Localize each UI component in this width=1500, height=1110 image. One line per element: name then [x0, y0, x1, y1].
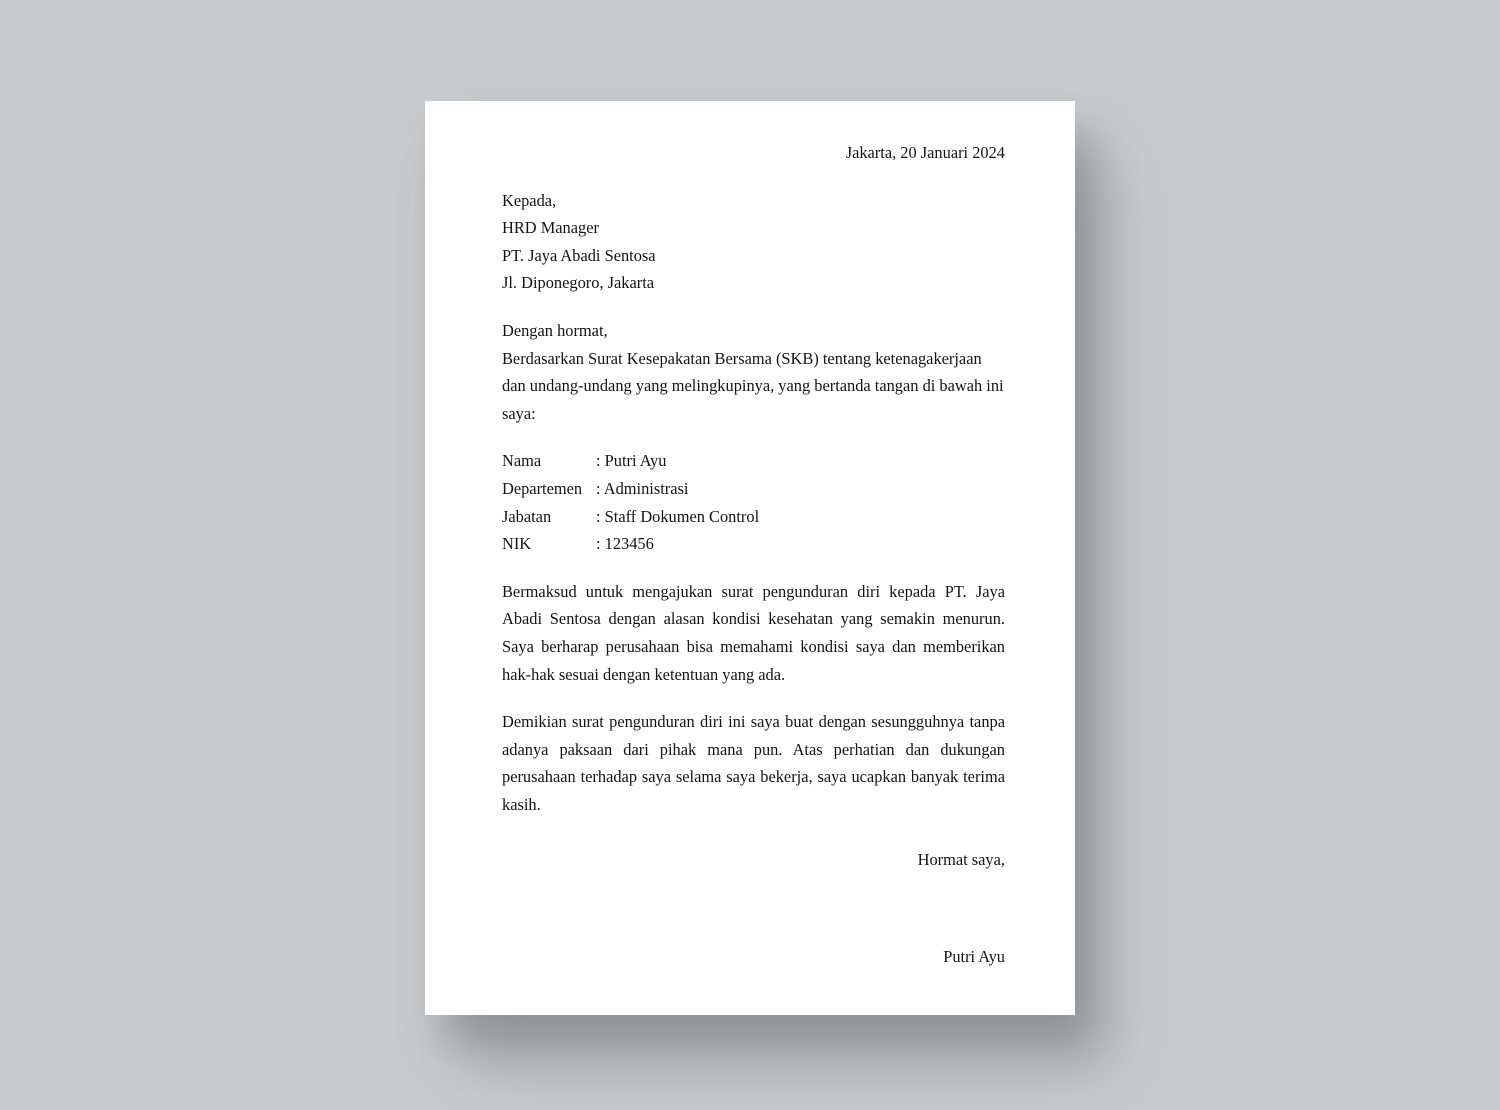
identity-label: Nama — [502, 451, 542, 471]
greeting: Dengan hormat, — [502, 320, 608, 340]
opening-block — [502, 317, 1005, 427]
identity-label: NIK — [502, 534, 532, 554]
identity-value: : Putri Ayu — [596, 451, 667, 471]
body-paragraph-2: Demikian surat pengunduran diri ini saya buat dengan sesungguhnya tanpa adanya paksaan dari pihak mana pun. Atas perhatian dan dukungan perusahaan terhadap saya selama saya bekerja, saya ucapkan banyak terima kasih. — [502, 712, 1005, 814]
recipient-block — [502, 187, 1005, 297]
date-line: Jakarta, 20 Januari 2024 — [845, 143, 1005, 162]
recipient-line: Kepada, — [502, 190, 557, 210]
letter-page — [425, 101, 1075, 1015]
identity-row — [502, 503, 759, 531]
recipient-line: PT. Jaya Abadi Sentosa — [502, 245, 656, 265]
identity-label: Jabatan — [502, 506, 552, 526]
intro-paragraph: Berdasarkan Surat Kesepakatan Bersama (SKB) tentang ketenagakerjaan dan undang-undang yang melingkupinya, yang bertanda tangan di bawah ini saya: — [502, 348, 1004, 423]
body-paragraph-1: Bermaksud untuk mengajukan surat pengunduran diri kepada PT. Jaya Abadi Sentosa dengan alasan kondisi kesehatan yang semakin menurun. Saya berharap perusahaan bisa memahami kondisi saya dan memberikan hak-hak sesuai dengan ketentuan yang ada. — [502, 581, 1005, 684]
identity-row — [502, 475, 759, 503]
identity-label: Departemen — [502, 478, 583, 498]
identity-row — [502, 447, 759, 475]
recipient-line: HRD Manager — [502, 218, 599, 238]
identity-row — [502, 530, 759, 558]
identity-value: : Staff Dokumen Control — [596, 506, 760, 526]
recipient-line: Jl. Diponegoro, Jakarta — [502, 273, 655, 293]
identity-table — [502, 447, 759, 557]
identity-value: : 123456 — [596, 534, 654, 554]
closing-line: Hormat saya, — [917, 850, 1005, 870]
letter-content — [502, 139, 1005, 971]
signature-name: Putri Ayu — [943, 947, 1005, 967]
identity-value: : Administrasi — [596, 478, 689, 498]
